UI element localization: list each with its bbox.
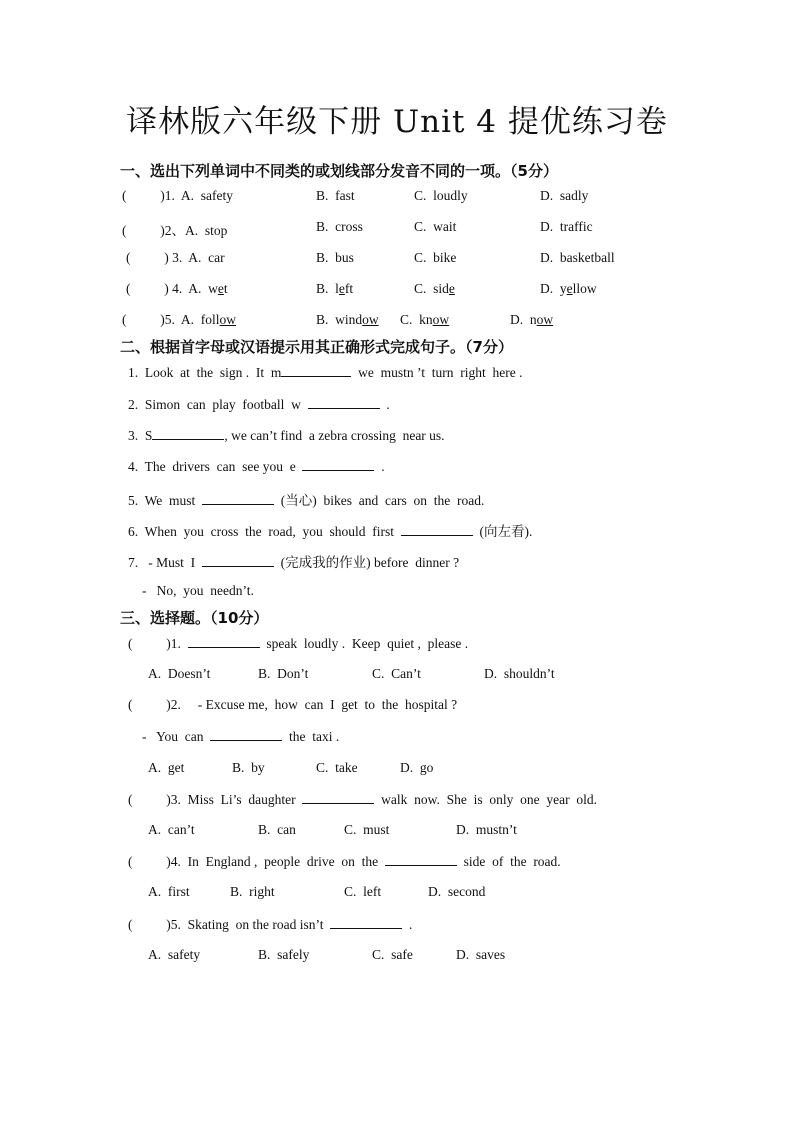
option-c: C. wait — [414, 219, 457, 234]
s2-sentence-7-answer: - No, you needn’t. — [142, 583, 254, 598]
answer-blank[interactable] — [188, 635, 260, 648]
option-c: C. bike — [414, 250, 457, 265]
option-c: C. Can’t — [372, 666, 421, 681]
s3-question-1: ( )1. speak loudly . Keep quiet , please . — [128, 636, 469, 651]
s2-sentence-7: 7. - Must I (完成我的作业) before dinner ? — [128, 555, 460, 570]
answer-blank[interactable] — [302, 458, 374, 471]
question-number: ( )2、A. stop — [122, 223, 228, 238]
s3-question-2-reply: - You can the taxi . — [142, 729, 340, 744]
answer-blank[interactable] — [385, 853, 457, 866]
option-b: B. cross — [316, 219, 363, 234]
answer-blank[interactable] — [152, 427, 224, 440]
question-number: ( ) 3. A. car — [126, 250, 225, 265]
page-title: 译林版六年级下册 Unit 4 提优练习卷 — [126, 104, 668, 140]
option-b: B. bus — [316, 250, 354, 265]
answer-blank[interactable] — [202, 554, 274, 567]
question-number: ( )1. A. safety — [122, 188, 233, 203]
option-b: B. by — [232, 760, 265, 775]
s3-question-4: ( )4. In England , people drive on the side of the road. — [128, 854, 561, 869]
option-b: B. right — [230, 884, 275, 899]
option-d: D. second — [428, 884, 486, 899]
option-d: D. go — [400, 760, 434, 775]
option-c: C. left — [344, 884, 382, 899]
option-a: A. first — [148, 884, 190, 899]
option-a: A. safety — [148, 947, 201, 962]
option-d: D. saves — [456, 947, 506, 962]
option-b: B. window — [316, 312, 379, 327]
option-a: A. can’t — [148, 822, 195, 837]
answer-blank[interactable] — [308, 396, 380, 409]
option-a: A. Doesn’t — [148, 666, 211, 681]
s2-sentence-4: 4. The drivers can see you e . — [128, 459, 385, 474]
option-c: C. loudly — [414, 188, 468, 203]
section3-heading: 三、选择题。（10分） — [120, 609, 269, 627]
question-number-with-option-a: ( ) 4. A. wet — [126, 281, 228, 296]
answer-blank[interactable] — [210, 728, 282, 741]
s3-question-3: ( )3. Miss Li’s daughter walk now. She is only one year old. — [128, 792, 597, 807]
option-b: B. fast — [316, 188, 355, 203]
s2-sentence-3: 3. S , we can’t find a zebra crossing near us. — [128, 428, 445, 443]
s2-sentence-1: 1. Look at the sign . It m we mustn ’t turn right here . — [128, 365, 523, 380]
option-d: D. basketball — [540, 250, 615, 265]
answer-blank[interactable] — [202, 492, 274, 505]
option-c: C. know — [400, 312, 450, 327]
option-b: B. left — [316, 281, 354, 296]
option-d: D. shouldn’t — [484, 666, 555, 681]
answer-blank[interactable] — [281, 364, 351, 377]
option-d: D. mustn’t — [456, 822, 517, 837]
option-b: B. Don’t — [258, 666, 309, 681]
s2-sentence-5: 5. We must (当心) bikes and cars on the road. — [128, 493, 485, 508]
option-c: C. take — [316, 760, 358, 775]
s3-question-5-options — [0, 947, 506, 1027]
option-d: D. sadly — [540, 188, 589, 203]
option-a: A. get — [148, 760, 185, 775]
s2-sentence-2: 2. Simon can play football w . — [128, 397, 390, 412]
option-d: D. now — [510, 312, 554, 327]
answer-blank[interactable] — [302, 791, 374, 804]
option-d: D. traffic — [540, 219, 593, 234]
s3-question-5: ( )5. Skating on the road isn’t . — [128, 917, 413, 932]
question-number-with-option-a: ( )5. A. follow — [122, 312, 236, 327]
option-b: B. safely — [258, 947, 310, 962]
option-b: B. can — [258, 822, 296, 837]
option-c: C. side — [414, 281, 455, 296]
answer-blank[interactable] — [401, 523, 473, 536]
s2-sentence-6: 6. When you cross the road, you should first (向左看). — [128, 524, 533, 539]
answer-blank[interactable] — [330, 916, 402, 929]
s3-question-2: ( )2. - Excuse me, how can I get to the hospital ? — [128, 697, 458, 712]
option-c: C. must — [344, 822, 390, 837]
option-c: C. safe — [372, 947, 413, 962]
option-d: D. yellow — [540, 281, 597, 296]
section2-heading: 二、根据首字母或汉语提示用其正确形式完成句子。（7分） — [120, 338, 513, 356]
section1-heading: 一、选出下列单词中不同类的或划线部分发音不同的一项。（5分） — [120, 162, 558, 180]
